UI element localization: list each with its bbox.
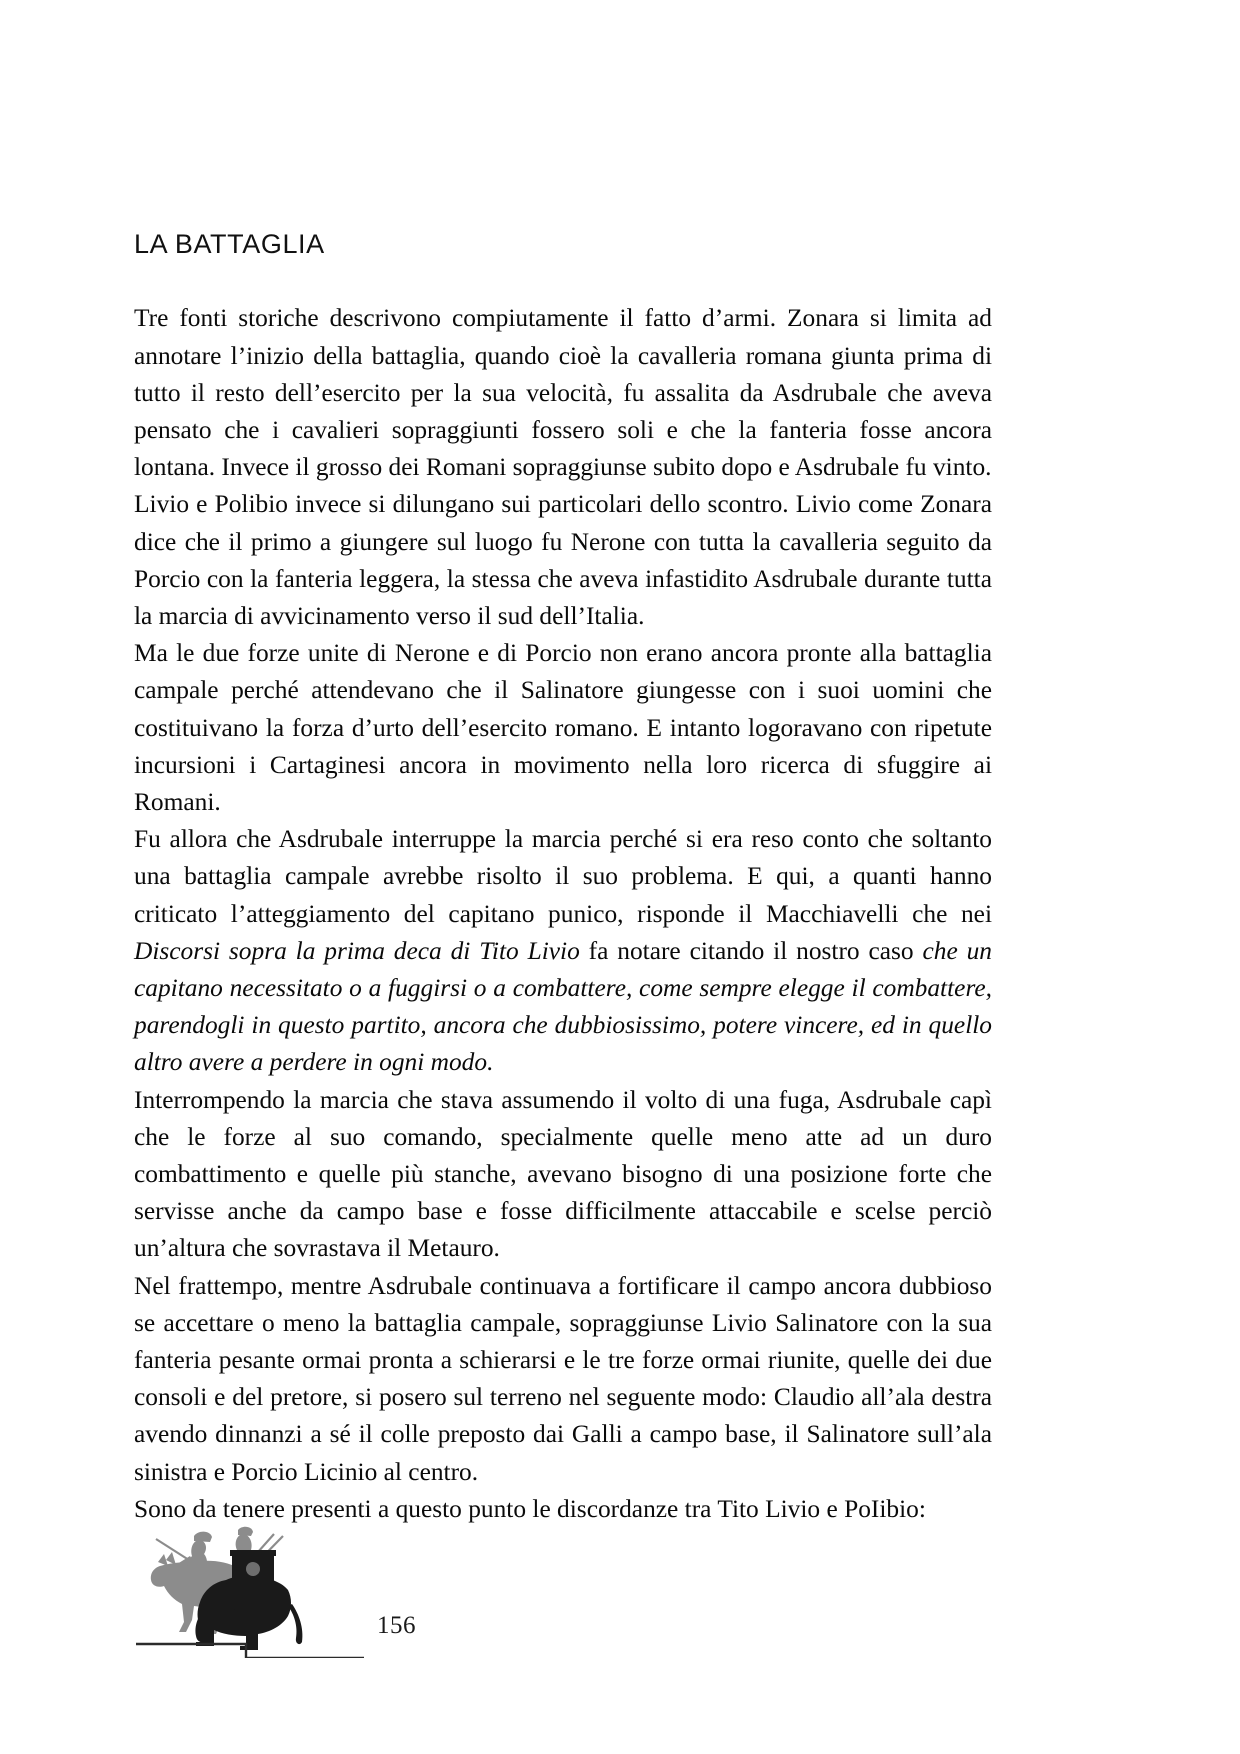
- paragraph-3: Ma le due forze unite di Nerone e di Porcio non erano ancora pronte alla battaglia campale perché attendevano che il Salinatore giungesse con i suoi uomini che costituivano la forza d’urto dell’esercito romano. E intanto logoravano con ripetute incursioni i Cartaginesi ancora in movimento nella loro ricerca di sfuggire ai Romani.: [134, 639, 992, 817]
- page-title: LA BATTAGLIA: [134, 229, 325, 259]
- paragraph-4-tail: .: [487, 1048, 494, 1077]
- paragraph-7: Sono da tenere presenti a questo punto le discordanze tra Tito Livio e PoIibio:: [134, 1494, 926, 1523]
- tower-rider-shape: [236, 1527, 253, 1550]
- page-content: [134, 228, 992, 1528]
- paragraph-5: Interrompendo la marcia che stava assumendo il volto di una fuga, Asdrubale capì che le forze al suo comando, specialmente quelle meno atte ad un duro combattimento e quelle più stanche, avevano bisogno di una posizione forte che servisse anche da campo base e fosse difficilmente attaccabile e scelse perciò un’altura che sovrastava il Metauro.: [134, 1085, 992, 1263]
- paragraph-4: [134, 821, 992, 1081]
- page-number: 156: [377, 1612, 416, 1639]
- page-footer: [134, 1510, 434, 1658]
- paragraph-4-middle: fa notare citando il nostro caso: [579, 936, 923, 965]
- machiavelli-quotation: che un capitano necessitato o a fuggirsi o a combattere, come sempre elegge il combattere, parendogli in questo partito, ancora che dubbiosissimo, potere vincere, ed in quello altro avere a perdere in ogni modo: [134, 936, 992, 1077]
- cited-work-title: Discorsi sopra la prima deca di Tito Livio: [134, 936, 580, 965]
- body-text: [134, 300, 992, 1528]
- paragraph-6: Nel frattempo, mentre Asdrubale continuava a fortificare il campo ancora dubbioso se accettare o meno la battaglia campale, sopraggiunse Livio Salinatore con la sua fanteria pesante ormai pronta a schierarsi e le tre forze ormai riunite, quelle dei due consoli e del pretore, si posero sul terreno nel seguente modo: Claudio all’ala destra avendo dinnanzi a sé il colle preposto dai Galli a campo base, il Salinatore sull’ala sinistra e Porcio Licinio al centro.: [134, 1271, 992, 1486]
- paragraph-2: Livio e Polibio invece si dilungano sui particolari dello scontro. Livio come Zonara dice che il primo a giungere sul luogo fu Nerone con tutta la cavalleria seguito da Porcio con la fanteria leggera, la stessa che aveva infastidito Asdrubale durante tutta la marcia di avvicinamento verso il sud dell’Italia.: [134, 490, 992, 631]
- paragraph-4-lead: Fu allora che Asdrubale interruppe la marcia perché si era reso conto che soltanto una battaglia campale avrebbe risolto il suo problema. E qui, a quanti hanno criticato l’atteggiamento del capitano punico, risponde il Macchiavelli che nei: [134, 825, 992, 928]
- paragraph-1: Tre fonti storiche descrivono compiutamente il fatto d’armi. Zonara si limita ad annotare l’inizio della battaglia, quando cioè la cavalleria romana giunta prima di tutto il resto dell’esercito per la sua velocità, fu assalita da Asdrubale che aveva pensato che i cavalieri sopraggiunti fossero soli e che la fanteria fosse ancora lontana. Invece il grosso dei Romani sopraggiunse subito dopo e Asdrubale fu vinto.: [134, 304, 992, 482]
